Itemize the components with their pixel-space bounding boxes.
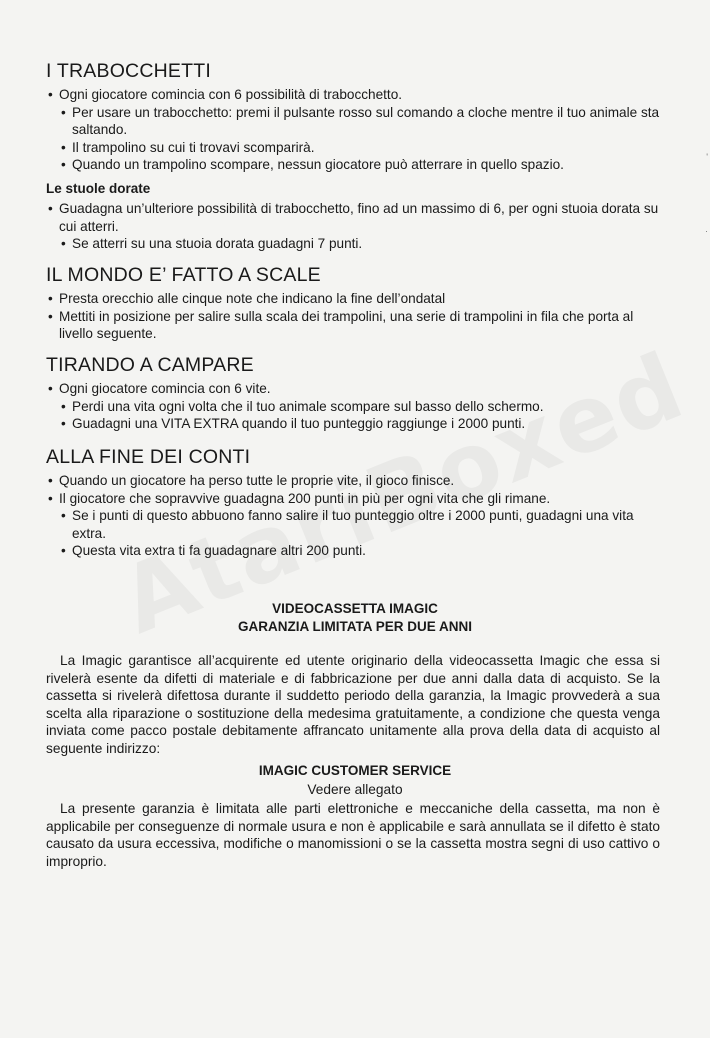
warranty-subtitle: GARANZIA LIMITATA PER DUE ANNI [238,619,472,634]
service-note: Vedere allegato [307,782,403,797]
paragraph-text: La Imagic garantisce all’acquirente ed utente originario della videocassetta Imagic che essa si rivelerà esente da difetti di materiale e di fabbricazione per due anni dalla data di acquisto. Se la cassetta si rivelerà difettosa durante il suddetto periodo della garanzia, la Imagic provvederà a sua scelta alla riparazione o sostituzione della medesima gratuitamente, a condizione che questa venga inviata come pacco postale debitamente affrancato unitamente alla prova della data di acquisto al seguente indirizzo: [46,653,660,756]
list-item: • Guadagni una VITA EXTRA quando il tuo punteggio raggiunge i 2000 punti. [46,415,666,433]
section-title: I TRABOCCHETTI [46,60,211,82]
list-item: • Presta orecchio alle cinque note che indicano la fine dell’ondatal [46,290,666,308]
list-item: • Il trampolino su cui ti trovavi scomparirà. [46,139,666,157]
warranty-title: VIDEOCASSETTA IMAGIC [272,601,438,616]
list-item: • Per usare un trabocchetto: premi il pulsante rosso sul comando a cloche mentre il tuo animale sta saltando. [46,104,666,139]
section-title: TIRANDO A CAMPARE [46,354,254,376]
list-item: • Guadagna un’ulteriore possibilità di trabocchetto, fino ad un massimo di 6, per ogni stuoia dorata su cui atterri. [46,200,666,235]
list-item: • Perdi una vita ogni volta che il tuo animale scompare sul basso dello schermo. [46,398,666,416]
list-item: • Questa vita extra ti fa guadagnare altri 200 punti. [46,542,666,560]
service-title: IMAGIC CUSTOMER SERVICE [258,763,452,778]
list-item: • Quando un giocatore ha perso tutte le proprie vite, il gioco finisce. [46,472,666,490]
list-item: • Ogni giocatore comincia con 6 possibilità di trabocchetto. [46,86,666,104]
section-stuole [46,181,666,253]
list-item: • Ogni giocatore comincia con 6 vite. [46,380,666,398]
list-item: • Mettiti in posizione per salire sulla scala dei trampolini, una serie di trampolini in fila che porta al livello seguente. [46,308,666,343]
section-mondo [46,264,666,343]
section-title: ALLA FINE DEI CONTI [46,446,251,468]
section-title: IL MONDO E’ FATTO A SCALE [46,264,321,286]
section-campare [46,354,666,433]
margin-mark: · [705,226,708,236]
list-item: • Se atterri su una stuoia dorata guadagni 7 punti. [46,235,666,253]
paragraph-text: La presente garanzia è limitata alle parti elettroniche e meccaniche della cassetta, ma non è applicabile per conseguenze di normale usura e non è applicabile e sarà annullata se il difetto è stato causato da usura eccessiva, modifiche o manomissioni o se la cassetta mostra segni di uso cattivo o improprio. [46,801,660,869]
list-item: • Il giocatore che sopravvive guadagna 200 punti in più per ogni vita che gli rimane. [46,490,666,508]
list-item: • Se i punti di questo abbuono fanno salire il tuo punteggio oltre i 2000 punti, guadagni una vita extra. [46,507,666,542]
section-conti [46,446,666,560]
section-trabocchetti [46,60,666,174]
margin-mark: ' [706,152,708,162]
list-item: • Quando un trampolino scompare, nessun giocatore può atterrare in quello spazio. [46,156,666,174]
subsection-title: Le stuole dorate [46,181,151,196]
limitation-paragraph [46,800,660,870]
warranty-paragraph [46,652,660,758]
